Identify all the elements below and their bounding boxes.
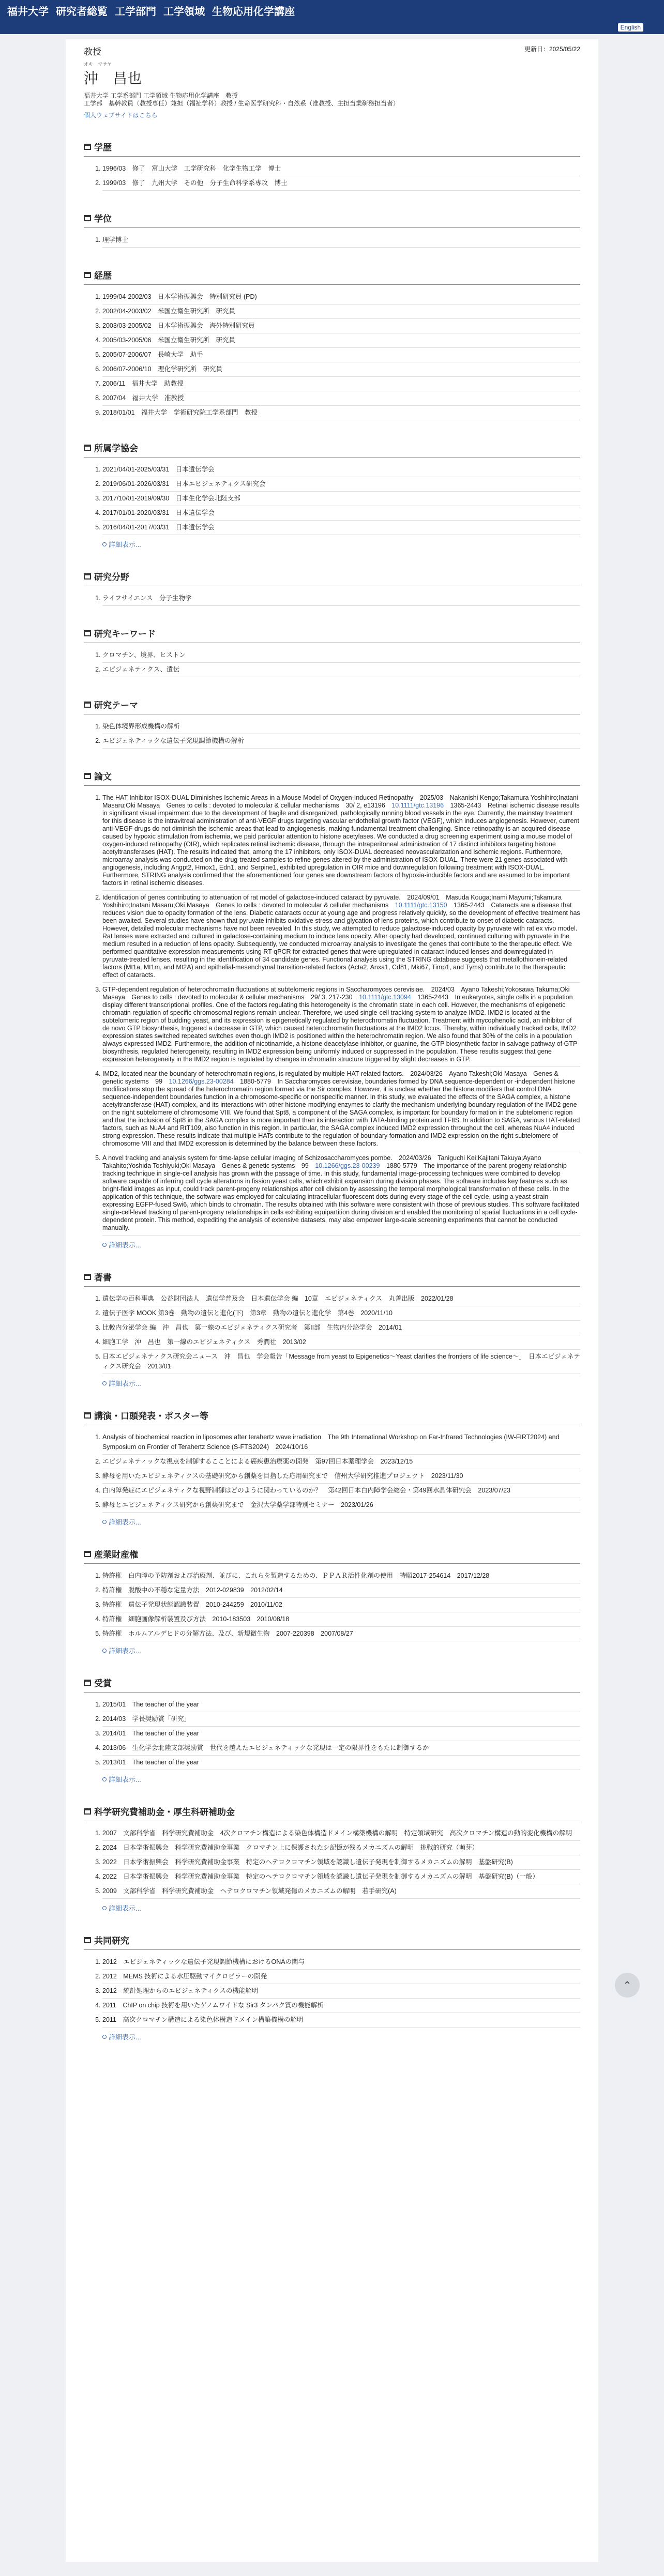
paper-item: 4. IMD2, located near the boundary of heterochromatin regions, is regulated by multiple HAT-related factors. 2024/03/26 Ayano Takeshi;Oki Masaya Genes & genetic systems 99 10.1266/ggs.23-00284 1880-5779 In Saccharomyces cerevisiae, boundaries formed by DNA sequence-dependent or -independent histone modifications stop the spread of the heterochromatin region formed via the Sir complex. However, it is unclear whether the histone modifiers that control DNA sequence-independent boundaries function in a chromosome-specific or nonspecific manner. In this study, we evaluated the effects of the SAGA complex, a histone acetyltransferase (HAT) complex, and its interactions with other histone-modifying enzymes to clarify the mechanism underlying boundary regulation of the IMD2 gene on the right subtelomere of chromosome VIII. We found that Spt8, a component of the SAGA complex, is important for boundary formation in the subtelomeric region and that the inclusion of Spt8 in the SAGA complex is more important than its interaction with TATA-binding protein and TFIIS. In addition to SAGA, various HAT-related factors, such as NuA4 and RtT109, also function in this region. In particular, the SAGA complex induced IMD2 expression throughout the cell, whereas NuA4 induced strong expression. These results indicate that multiple HATs contribute to the regulation of boundary formation and IMD2 expression on the right subtelomere of chromosome VIII and that IMD2 expression is determined by the balance between these factors.: [102, 1067, 580, 1151]
list-item: 3. 2003/03-2005/02 日本学術振興会 海外特別研究員: [102, 319, 580, 333]
list-item: 7. 2006/11 福井大学 助教授: [102, 377, 580, 391]
researcher-name: 沖 昌也: [84, 70, 142, 86]
list-icon: [84, 1937, 91, 1943]
list-item: 3. 酵母を用いたエピジェネティクスの基礎研究から創薬を目指した応用研究まで 信州大学研究推進プロジェクト 2023/11/30: [102, 1469, 580, 1484]
list-item: 4. 2011 ChIP on chip 技術を用いたゲノムワイドな Sir3 タンパク質の機能解析: [102, 1999, 580, 2013]
list-item: 2. 1999/03 修了 九州大学 その他 分子生命科学系専攻 博士: [102, 176, 580, 191]
breadcrumb-engineering-division[interactable]: 工学部門: [115, 6, 156, 18]
section-career: [84, 268, 580, 420]
list-icon: [84, 630, 91, 636]
list-item: 5. 2013/01 The teacher of the year: [102, 1756, 580, 1770]
section-societies: [84, 441, 580, 549]
personal-website-link[interactable]: 個人ウェブサイトはこちら: [84, 112, 158, 119]
list-item: 6. 2006/07-2006/10 理化学研究所 研究員: [102, 362, 580, 377]
section-title: 科学研究費補助金・厚生科研補助金: [94, 1807, 235, 1817]
position-title: 教授: [84, 47, 101, 57]
list-item: 4. 細胞工学 沖 昌也 第一線のエピジェネティクス 秀潤社 2013/02: [102, 1335, 580, 1350]
section-patents: [84, 1547, 580, 1655]
show-more-link[interactable]: 詳細表示...: [102, 2032, 580, 2041]
paper-item: 5. A novel tracking and analysis system for time-lapse cellular imaging of Schizosaccharomyces pombe. 2024/03/26 Taniguchi Kei;Kajitani Takuya;Ayano Takahito;Yoshida Toshiyuki;Oki Masaya Genes & genetic systems 99 10.1266/ggs.23-00239 1880-5779 The importance of the parent progeny relationship tracking technique in single-cell analysis has grown with the passage of time. In this study, fundamental image-processing techniques were combined to develop software capable of inferring cell cycle alterations in fission yeast cells, which exhibit expansion during division phases. The software includes key features such as bright-field images as input, could track parent-progeny relationships after cell division by assessing the temporal morphological transformation of these cells. In the application of this technique, the software was employed for calculating intracellular fluorescent dots during every stage of the cell cycle, using a yeast strain expressing EGFP-fused Swi6, which binds to chromatin. The results obtained with this software were consistent with those of previous studies. This software facilitated single-cell-level tracking of parent-progeny relationships in cells exhibiting equipartition during division and enabled the monitoring of spatial fluctuations in a cell cycle-dependent protein. This method, expediting the analysis of extensive datasets, may also empower large-scale screening experiments that cannot be conducted manually.: [102, 1151, 580, 1236]
section-title: 研究キーワード: [94, 629, 156, 639]
list-item: 1. 遺伝学の百科事典 公益財団法人 遺伝学普及会 日本遺伝学会 編 10章 エピジェネティクス 丸善出版 2022/01/28: [102, 1292, 580, 1306]
list-item: 1. 理学博士: [102, 233, 580, 248]
name-kana: オキ マサヤ: [84, 62, 112, 67]
more-icon: [102, 1649, 107, 1653]
section-awards: [84, 1676, 580, 1784]
list-icon: [84, 144, 91, 150]
list-item: 2. エピジェネティクス、遺伝: [102, 663, 580, 677]
doi-link[interactable]: 10.1111/gtc.13196: [391, 802, 444, 809]
doi-link[interactable]: 10.1111/gtc.13094: [359, 994, 411, 1001]
section-title: 産業財産権: [94, 1550, 138, 1560]
doi-link[interactable]: 10.1266/ggs.23-00284: [169, 1078, 234, 1085]
list-item: 4. 特許権 細胞画像解析装置及び方法 2010-183503 2010/08/18: [102, 1612, 580, 1627]
show-more-link[interactable]: 詳細表示...: [102, 1774, 580, 1784]
list-item: 3. 2012 統計処理からのエピジェネティクスの機能解明: [102, 1984, 580, 1999]
arrow-up-icon: ⌃: [623, 1979, 632, 1991]
paper-item: 3. GTP-dependent regulation of heterochromatin fluctuations at subtelomeric regions in Saccharomyces cerevisiae. 2024/03 Ayano Takeshi;Yokosawa Takuma;Oki Masaya Genes to cells : devoted to molecular & cellular mechanisms 29/ 3, 217-230 10.1111/gtc.13094 1365-2443 In eukaryotes, single cells in a population display different transcriptional profiles. One of the factors regulating this heterogeneity is the chromatin state in each cell. However, the mechanisms of epigenetic chromatin regulation of specific chromosomal regions remain unclear. Therefore, we used single-cell tracking system to analyze IMD2. IMD2 is located at the subtelomeric region of budding yeast, and its expression is epigenetically regulated by heterochromatin fluctuation. Treatment with mycophenolic acid, an inhibitor of de novo GTP biosynthesis, triggered a decrease in GTP, which caused heterochromatin fluctuations at the IMD2 locus. Thereby, within individually tracked cells, IMD2 expression states switched repeated switches even though IMD2 is positioned within the heterochromatin region. We also found that 30% of the cells in a population always expressed IMD2. Furthermore, the addition of nicotinamide, a histone deacetylase inhibitor, or guanine, the GTP biosynthetic factor in salvage pathway of GTP biosynthesis, regulated heterogeneity, resulting in IMD2 expression being uniformly induced or suppressed in the population. These results suggest that gene expression heterogeneity in the IMD2 region is regulated by changes in chromatin structure triggered by slight decreases in GTP.: [102, 983, 580, 1067]
list-item: 1. 2021/04/01-2025/03/31 日本遺伝学会: [102, 463, 580, 477]
list-icon: [84, 445, 91, 451]
list-item: 4. 白内障発症にエピジェネティクな視野制御はどのように関わっているのか？ 第42回日本白内障学会総会・第49回水晶体研究会 2023/07/23: [102, 1484, 580, 1498]
profile-header: [84, 44, 580, 57]
section-degree: [84, 211, 580, 248]
section-title: 受賞: [94, 1679, 112, 1688]
list-icon: [84, 702, 91, 708]
list-icon: [84, 773, 91, 779]
updated-date: 更新日：2025/05/22: [524, 45, 580, 53]
list-item: 4. 2005/03-2005/06 米国立衛生研究所 研究員: [102, 333, 580, 348]
show-more-link[interactable]: 詳細表示...: [102, 1378, 580, 1388]
list-item: 1. 1996/03 修了 富山大学 工学研究科 化学生物工学 博士: [102, 162, 580, 176]
list-item: 2. 2002/04-2003/02 米国立衛生研究所 研究員: [102, 304, 580, 319]
more-icon: [102, 1243, 107, 1247]
list-item: 4. 2017/01/01-2020/03/31 日本遺伝学会: [102, 506, 580, 521]
list-item: 5. 2016/04/01-2017/03/31 日本遺伝学会: [102, 521, 580, 535]
breadcrumb-researcher-list[interactable]: 研究者総覧: [56, 6, 108, 18]
list-item: 3. 特許権 遺伝子発現状態認識装置 2010-244259 2010/11/02: [102, 1598, 580, 1612]
list-item: 2. エピジェネティックな遺伝子発現調節機構の解析: [102, 734, 580, 749]
list-item: 1. 染色体境界形成機構の解析: [102, 720, 580, 734]
list-item: 1. 1999/04-2002/03 日本学術振興会 特別研究員 (PD): [102, 290, 580, 304]
affiliation-line: 福井大学 工学系部門 工学領域 生物応用化学講座 教授: [84, 92, 238, 99]
english-language-button[interactable]: English: [618, 23, 643, 32]
breadcrumb-engineering-area[interactable]: 工学領域: [163, 6, 205, 18]
list-item: 1. Analysis of biochemical reaction in liposomes after terahertz wave irradiation The 9th International Workshop on Far-Infrared Technologies (IW-FIRT2024) and Symposium on Frontier of Terahertz Science (S-FTS2024) 2024/10/16: [102, 1430, 580, 1455]
section-title: 学位: [94, 214, 112, 224]
show-more-link[interactable]: 詳細表示...: [102, 1517, 580, 1527]
list-item: 5. 2011 高次クロマチン構造による染色体構造ドメイン構築機構の解明: [102, 2013, 580, 2028]
list-item: 4. 2013/06 生化学会北陸支部奨励賞 世代を越えたエピジェネティックな発現は一定の限界性をもたに制御するか: [102, 1741, 580, 1756]
paper-item: 1. The HAT Inhibitor ISOX-DUAL Diminishes Ischemic Areas in a Mouse Model of Oxygen-Induced Retinopathy 2025/03 Nakanishi Kengo;Takamura Yoshihiro;Inatani Masaru;Oki Masaya Genes to cells : devoted to molecular & cellular mechanisms 30/ 2, e13196 10.1111/gtc.13196 1365-2443 Retinal ischemic disease results in significant visual impairment due to the development of fragile and disorganized, pathologically running blood vessels in the eye. Currently, the mainstay treatment for this disease is the intravitreal administration of anti-VEGF drugs targeting vascular endothelial growth factor (VEGF), which induces angiogenesis. However, current anti-VEGF drugs do not diminish the ischemic areas that lead to angiogenesis, making fundamental treatment challenging. Since retinopathy is an acquired disease caused by hypoxic stimulation from ischemia, we paid particular attention to histone acetylases. We conducted a drug screening experiment using a mouse model of oxygen-induced retinopathy (OIR), which replicates retinal ischemic disease, through the intraperitoneal administration of 17 distinct inhibitors targeting histone acetyltransferases (HAT). The results indicated that, among the 17 inhibitors, only ISOX-DUAL decreased neovascularization and ischemic regions. Furthermore, microarray analysis was conducted on the drug-treated samples to refine genes altered by the administration of ISOX-DUAL. There were 21 genes associated with angiogenesis, including Angpt2, Hmox1, Edn1, and Serpine1, exhibited upregulation in OIR mice and downregulation following treatment with ISOX-DUAL. Furthermore, STRING analysis confirmed that the aforementioned four genes are downstream factors of hypoxia-inducible factors and are assumed to be important factors in retinal ischemic diseases.: [102, 791, 580, 891]
list-item: 2. 2014/03 学長奨励賞「研究」: [102, 1712, 580, 1727]
paper-item: 2. Identification of genes contributing to attenuation of rat model of galactose-induced cataract by pyruvate. 2024/09/01 Masuda Kouga;Inami Mayumi;Takamura Yoshihiro;Inatani Masaru;Oki Masaya Genes to cells : devoted to molecular & cellular mechanisms 10.1111/gtc.13150 1365-2443 Cataracts are a disease that reduces vision due to opacity formation of the lens. Diabetic cataracts occur at young age and progress relatively quickly, so the development of effective treatment has been awaited. Several studies have shown that pyruvate inhibits oxidative stress and glycation of lens proteins, which contribute to onset of diabetic cataracts. However, detailed molecular mechanisms have not been revealed. In this study, we attempted to reduce galactose-induced opacity by pyruvate with rat ex vivo model. Rat lenses were extracted and cultured in galactose-containing medium to induce lens opacity. After opacity had developed, continued culturing with pyruvate in the medium resulted in a reduction of lens opacity. Subsequently, we conducted microarray analysis to investigate the genes that contribute to the therapeutic effect. We performed quantitative expression measurements using RT-qPCR for extracted genes that were upregulated in cataract-induced lenses and downregulated in pyruvate-treated lenses, resulting in the identification of 34 candidate genes. Functional analysis using the STRING database suggests that metallothionein-related factors (Mt1a, Mt1m, and Mt2A) and epithelial-mesenchymal transition-related factors (Acta2, Anxa1, Cd81, Mki67, Timp1, and Tyms) contribute to the therapeutic effect of cataracts.: [102, 891, 580, 983]
more-icon: [102, 1777, 107, 1781]
scroll-to-top-button[interactable]: [615, 1973, 640, 1998]
section-title: 学歴: [94, 143, 112, 153]
list-item: 1. クロマチン、境界、ヒストン: [102, 648, 580, 663]
list-item: 1. ライフサイエンス 分子生物学: [102, 591, 580, 606]
breadcrumb-university[interactable]: 福井大学: [7, 6, 49, 18]
language-bar: [0, 21, 664, 34]
list-item: 1. 2007 文部科学省 科学研究費補助金 4次クロマチン構造による染色体構造ドメイン構築機構の解明 特定領域研究 高次クロマチン構造の動的変化機構の解明: [102, 1826, 580, 1841]
section-keywords: [84, 627, 580, 677]
more-icon: [102, 1520, 107, 1524]
list-item: 2. 2012 MEMS 技術による水圧駆動マイクロピラーの開発: [102, 1970, 580, 1984]
list-icon: [84, 1274, 91, 1280]
section-joint-research: [84, 1933, 580, 2041]
more-icon: [102, 1906, 107, 1910]
list-icon: [84, 1808, 91, 1815]
show-more-link[interactable]: 詳細表示...: [102, 1903, 580, 1913]
show-more-link[interactable]: 詳細表示...: [102, 1240, 580, 1249]
section-title: 共同研究: [94, 1936, 129, 1946]
doi-link[interactable]: 10.1111/gtc.13150: [395, 902, 447, 909]
list-item: 2. 2024 日本学術振興会 科学研究費補助金事業 クロマチン上に保護されたシ記憶が残るメカニズムの解明 挑戦的研究（萌芽）: [102, 1841, 580, 1855]
list-item: 3. 2022 日本学術振興会 科学研究費補助金事業 特定のヘテロクロマチン領域を認識し遺伝子発現を制御するメカニズムの解明 基盤研究(B): [102, 1855, 580, 1870]
list-item: 8. 2007/04 福井大学 准教授: [102, 391, 580, 406]
list-item: 2. 特許権 脱酸中の不穏な定量方法 2012-029839 2012/02/14: [102, 1583, 580, 1598]
section-research-themes: [84, 698, 580, 749]
section-papers: [84, 769, 580, 1249]
section-title: 研究分野: [94, 572, 129, 582]
section-books: [84, 1270, 580, 1388]
section-title: 所属学協会: [94, 444, 138, 453]
list-item: 4. 2022 日本学術振興会 科学研究費補助金事業 特定のヘテロクロマチン領域を認識し遺伝子発現を制御するメカニズムの解明 基盤研究(B)（一般）: [102, 1870, 580, 1884]
section-research-field: [84, 570, 580, 606]
more-icon: [102, 2035, 107, 2039]
list-item: 1. 2015/01 The teacher of the year: [102, 1698, 580, 1712]
list-item: 5. 2005/07-2006/07 長崎大学 助手: [102, 348, 580, 362]
top-navigation-bar: [0, 0, 664, 21]
breadcrumb-department[interactable]: 生物応用化学講座: [212, 6, 295, 18]
section-grants: [84, 1805, 580, 1913]
section-education: [84, 140, 580, 191]
doi-link[interactable]: 10.1266/ggs.23-00239: [315, 1162, 380, 1169]
list-item: 5. 特許権 ホルムアルデヒドの分解方法、及び、新規微生物 2007-220398 2007/08/27: [102, 1627, 580, 1641]
affiliation-line: 工学部 基幹教員（教授専任）兼担（福祉学科）教授 / 生命医学研究科・自然系（准教授、主担当業研務担当者）: [84, 100, 400, 107]
list-item: 5. 酵母とエピジェネティクス研究から創薬研究まで 金沢大学薬学部特別セミナー 2023/01/26: [102, 1498, 580, 1513]
list-icon: [84, 1551, 91, 1557]
more-icon: [102, 1381, 107, 1385]
show-more-link[interactable]: 詳細表示...: [102, 539, 580, 549]
list-icon: [84, 1680, 91, 1686]
section-presentations: [84, 1409, 580, 1527]
section-title: 著書: [94, 1273, 112, 1283]
section-title: 経歴: [94, 271, 112, 281]
show-more-link[interactable]: 詳細表示...: [102, 1645, 580, 1655]
list-item: 5. 日本エピジェネティクス研究会ニュース 沖 昌也 学会報告「Message from yeast to Epigenetics～Yeast clarifies the frontiers of life science～」 日本エピジェネティクス研究会 2013/01: [102, 1350, 580, 1374]
list-item: 9. 2018/01/01 福井大学 学術研究院工学系部門 教授: [102, 406, 580, 420]
list-icon: [84, 1412, 91, 1419]
section-title: 研究テーマ: [94, 700, 138, 710]
list-icon: [84, 573, 91, 580]
list-item: 1. 特許権 白内障の予防剤および治療剤、並びに、これらを製造するための、ＰＰＡＲ活性化剤の使用 特願2017-254614 2017/12/28: [102, 1569, 580, 1583]
list-item: 5. 2009 文部科学省 科学研究費補助金 ヘテロクロマチン領域発傷のメカニズムの解明 若手研究(A): [102, 1884, 580, 1899]
list-item: 2. 遺伝子医学 MOOK 第3巻 動物の遺伝と進化(下) 第3章 動物の遺伝と進化学 第4巻 2020/11/10: [102, 1306, 580, 1321]
list-icon: [84, 215, 91, 221]
list-item: 2. 2019/06/01-2026/03/31 日本エピジェネティクス研究会: [102, 477, 580, 492]
list-item: 3. 2017/10/01-2019/09/30 日本生化学会北陸支部: [102, 492, 580, 506]
list-item: 3. 2014/01 The teacher of the year: [102, 1727, 580, 1741]
list-icon: [84, 272, 91, 278]
list-item: 2. エピジェネティックな視点を制御するこことによる癌疾患治療薬の開発 第97回日本薬理学会 2023/12/15: [102, 1455, 580, 1469]
list-item: 1. 2012 エピジェネティックな遺伝子発現調節機構におけるONAの関与: [102, 1955, 580, 1970]
profile-page: [66, 39, 632, 2562]
section-title: 講演・口頭発表・ポスター等: [94, 1411, 208, 1421]
list-item: 3. 比較内分泌学会 編 沖 昌也 第一線のエピジェネティクス研究者 第II部 生物内分泌学会 2014/01: [102, 1321, 580, 1335]
section-title: 論文: [94, 772, 112, 782]
more-icon: [102, 542, 107, 546]
